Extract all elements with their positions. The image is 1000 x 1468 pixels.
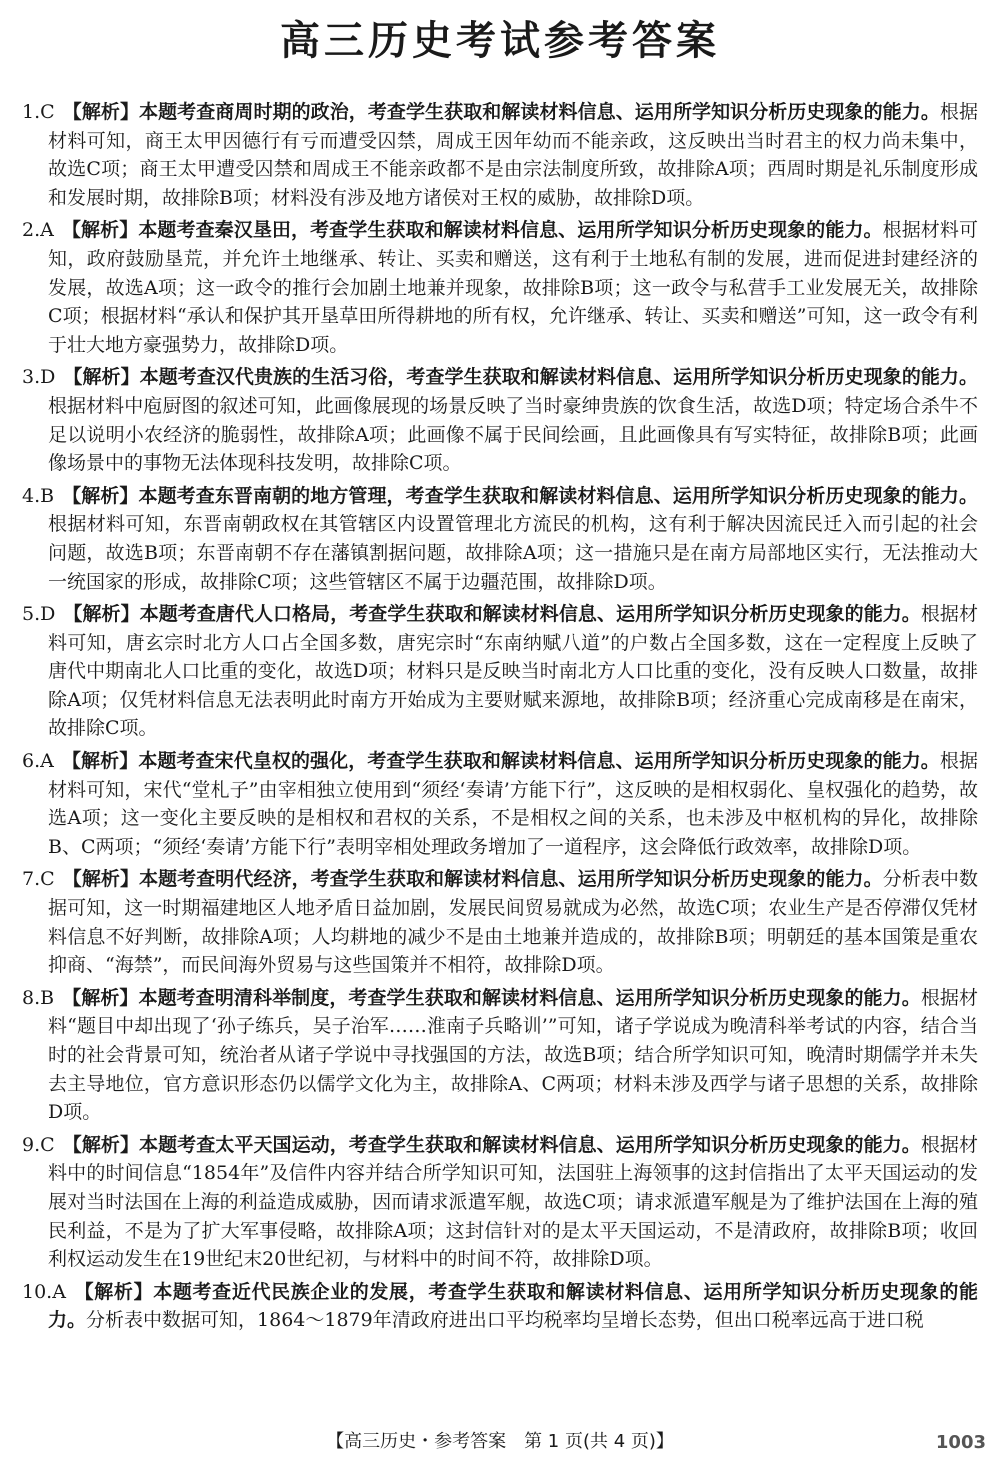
- item-tag: 【解析】: [61, 219, 139, 242]
- item-tag: 【解析】: [62, 986, 139, 1009]
- item-number: 1.: [22, 101, 41, 123]
- item-number: 5.: [22, 603, 41, 626]
- answer-item-8: [22, 984, 978, 1127]
- item-number: 6.: [22, 750, 41, 773]
- item-body: 根据材料“题目中却出现了‘孙子练兵，吴子治军……淮南子兵略训’”可知，诸子学说成为晚清科举考试的内容，结合当时的社会背景可知，统治者从诸子学说中寻找强国的方法，故选B项；结合所学知识可知，晚清时期儒学并未失去主导地位，官方意识形态仍以儒学文化为主，故排除A、C两项；材料未涉及西学与诸子思想的关系，故排除D项。: [48, 986, 978, 1124]
- item-lead: 本题考查明清科举制度，考查学生获取和解读材料信息、运用所学知识分析历史现象的能力。: [138, 986, 921, 1009]
- answer-item-6: [22, 747, 978, 861]
- item-answer: D: [40, 603, 56, 626]
- item-number: 7.: [22, 868, 41, 891]
- item-answer: C: [40, 868, 55, 891]
- item-tag: 【解析】: [62, 1133, 140, 1156]
- item-answer: A: [40, 219, 54, 242]
- answer-item-10: [22, 1278, 978, 1335]
- item-number: 2.: [22, 219, 41, 242]
- item-tag: 【解析】: [63, 603, 140, 626]
- item-answer: C: [40, 101, 55, 123]
- item-number: 10.: [22, 1280, 53, 1303]
- item-answer: A: [40, 750, 54, 773]
- item-number: 8.: [22, 986, 41, 1009]
- page-title: 高三历史考试参考答案: [280, 18, 720, 64]
- item-lead: 本题考查近代民族企业的发展，考查学生获取和解读材料信息、运用所学知识分析历史现象的能力。: [48, 1280, 978, 1332]
- corner-mark: 1003: [935, 1432, 986, 1453]
- answer-item-3: [22, 363, 978, 477]
- item-number: 3.: [22, 366, 41, 389]
- item-answer: C: [40, 1133, 55, 1156]
- item-lead: 本题考查东晋南朝的地方管理，考查学生获取和解读材料信息、运用所学知识分析历史现象的能力。: [138, 484, 978, 507]
- page-footer: 【高三历史・参考答案 第 1 页(共 4 页)】: [326, 1431, 674, 1452]
- item-lead: 本题考查唐代人口格局，考查学生获取和解读材料信息、运用所学知识分析历史现象的能力。: [139, 603, 921, 626]
- item-body: 根据材料可知，宋代“堂札子”由宰相独立使用到“须经‘奏请’方能下行”，这反映的是相权弱化、皇权强化的趋势，故选A项；这一变化主要反映的是相权和君权的关系，不是相权之间的关系，也未涉及中枢机构的异化，故排除B、C两项；“须经‘奏请’方能下行”表明宰相处理政务增加了一道程序，这会降低行政效率，故排除D项。: [48, 750, 978, 858]
- item-answer: B: [40, 484, 55, 507]
- item-body: 根据材料可知，唐玄宗时北方人口占全国多数，唐宪宗时“东南纳赋八道”的户数占全国多数，这在一定程度上反映了唐代中期南北人口比重的变化，故选D项；材料只是反映当时南北方人口比重的变化，没有反映人口数量，故排除A项；仅凭材料信息无法表明此时南方开始成为主要财赋来源地，故排除B项；经济重心完成南移是在南宋，故排除C项。: [48, 603, 978, 740]
- item-answer: D: [40, 366, 56, 389]
- item-lead: 本题考查宋代皇权的强化，考查学生获取和解读材料信息、运用所学知识分析历史现象的能力。: [138, 750, 940, 773]
- item-tag: 【解析】: [62, 868, 140, 891]
- answer-item-2: [22, 216, 978, 359]
- item-body: 根据材料可知，商王太甲因德行有亏而遭受囚禁，周成王因年幼而不能亲政，这反映出当时君主的权力尚未集中，故选C项；商王太甲遭受囚禁和周成王不能亲政都不是由宗法制度所致，故排除A项；西周时期是礼乐制度形成和发展时期，故排除B项；材料没有涉及地方诸侯对王权的威胁，故排除D项。: [48, 101, 978, 209]
- item-body: 根据材料可知，东晋南朝政权在其管辖区内设置管理北方流民的机构，这有利于解决因流民迁入而引起的社会问题，故选B项；东晋南朝不存在藩镇割据问题，故排除A项；这一措施只是在南方局部地区实行，无法推动大一统国家的形成，故排除C项；这些管辖区不属于边疆范围，故排除D项。: [48, 513, 978, 593]
- answer-item-7: [22, 865, 978, 979]
- item-number: 4.: [22, 484, 41, 507]
- item-lead: 本题考查商周时期的政治，考查学生获取和解读材料信息、运用所学知识分析历史现象的能力。: [139, 101, 940, 123]
- item-tag: 【解析】: [62, 484, 139, 507]
- item-body: 根据材料可知，政府鼓励垦荒，并允许土地继承、转让、买卖和赠送，这有利于土地私有制的发展，进而促进封建经济的发展，故选A项；这一政令的推行会加剧土地兼并现象，故排除B项；这一政令与私营手工业发展无关，故排除C项；根据材料“承认和保护其开垦草田所得耕地的所有权，允许继承、转让、买卖和赠送”可知，这一政令有利于壮大地方豪强势力，故排除D项。: [48, 219, 978, 356]
- item-body: 分析表中数据可知，这一时期福建地区人地矛盾日益加剧，发展民间贸易就成为必然，故选C项；农业生产是否停滞仅凭材料信息不好判断，故排除A项；人均耕地的减少不是由土地兼并造成的，故排除B项；明朝廷的基本国策是重农抑商、“海禁”，而民间海外贸易与这些国策并不相符，故排除D项。: [48, 868, 978, 977]
- item-answer: B: [40, 986, 55, 1009]
- answer-list: [22, 98, 978, 1339]
- item-lead: 本题考查太平天国运动，考查学生获取和解读材料信息、运用所学知识分析历史现象的能力。: [139, 1133, 921, 1156]
- answer-item-9: [22, 1131, 978, 1274]
- answer-item-4: [22, 482, 978, 596]
- item-tag: 【解析】: [63, 366, 140, 389]
- item-lead: 本题考查汉代贵族的生活习俗，考查学生获取和解读材料信息、运用所学知识分析历史现象的能力。: [139, 366, 978, 389]
- item-tag: 【解析】: [62, 101, 140, 123]
- item-body: 根据材料中庖厨图的叙述可知，此画像展现的场景反映了当时豪绅贵族的饮食生活，故选D项；特定场合杀牛不足以说明小农经济的脆弱性，故排除A项；此画像不属于民间绘画，且此画像具有写实特征，故排除B项；此画像场景中的事物无法体现科技发明，故排除C项。: [48, 394, 978, 475]
- item-body: 根据材料中的时间信息“1854年”及信件内容并结合所学知识可知，法国驻上海领事的这封信指出了太平天国运动的发展对当时法国在上海的利益造成威胁，因而请求派遣军舰，故选C项；请求派遣军舰是为了维护法国在上海的殖民利益，不是为了扩大军事侵略，故排除A项；这封信针对的是太平天国运动，不是清政府，故排除B项；收回利权运动发生在19世纪末20世纪初，与材料中的时间不符，故排除D项。: [48, 1133, 978, 1271]
- item-lead: 本题考查秦汉垦田，考查学生获取和解读材料信息、运用所学知识分析历史现象的能力。: [138, 219, 883, 242]
- answer-item-1: [22, 98, 978, 212]
- item-tag: 【解析】: [61, 750, 139, 773]
- item-answer: A: [52, 1280, 66, 1303]
- item-lead: 本题考查明代经济，考查学生获取和解读材料信息、运用所学知识分析历史现象的能力。: [139, 868, 883, 891]
- item-tag: 【解析】: [73, 1280, 154, 1303]
- item-number: 9.: [22, 1133, 41, 1156]
- item-body: 分析表中数据可知，1864～1879年清政府进出口平均税率均呈增长态势，但出口税率远高于进口税: [86, 1309, 924, 1332]
- answer-item-5: [22, 600, 978, 743]
